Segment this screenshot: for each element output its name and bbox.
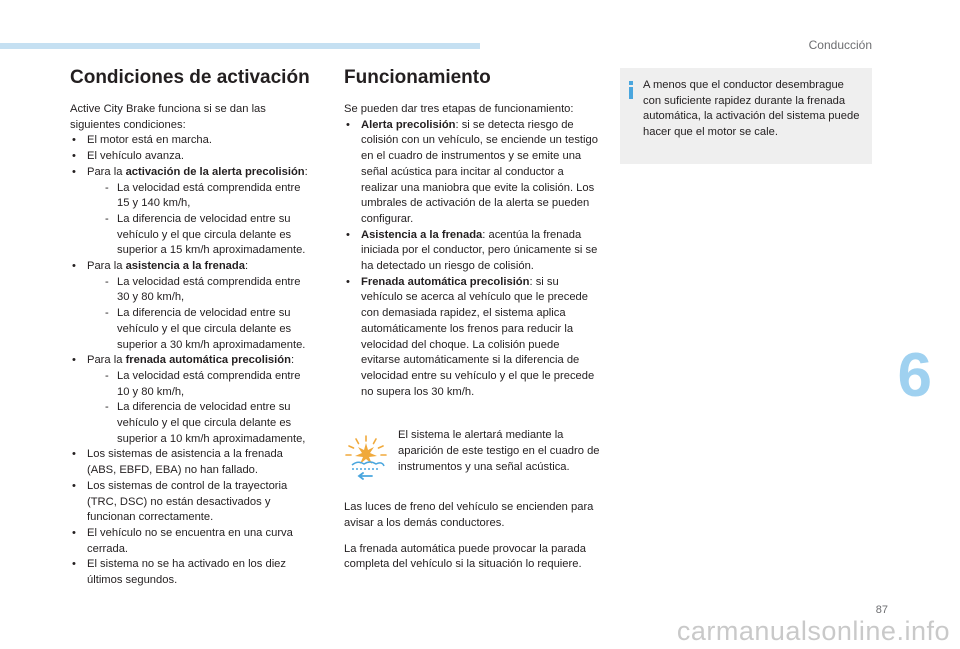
chapter-name: Conducción — [808, 38, 872, 52]
conditions-section — [70, 66, 310, 589]
list-item — [344, 228, 600, 275]
list-item — [70, 133, 310, 149]
item-text: : si su vehículo se acerca al vehículo que le precede con demasiada rapidez, el sistema aplica automáticamente los frenos para reducir la velocidad del choque. La colisión puede evitarse automáticamente si la diferencia de velocidad entre su vehículo y el que le precede no supera los 30 km/h. — [361, 275, 595, 398]
info-box — [620, 68, 872, 164]
warning-light-note — [344, 428, 600, 480]
list-item — [70, 259, 310, 353]
item-text: El sistema no se ha activado en los diez últimos segundos. — [87, 558, 286, 587]
item-suffix: : — [290, 354, 295, 367]
sub-item: - La diferencia de velocidad entre su vehículo y el que circula delante es superior a 30 km/h aproximadamente. — [87, 306, 310, 353]
item-suffix: : — [244, 260, 249, 273]
item-text: El vehículo avanza. — [87, 150, 185, 163]
item-bold: Frenada automática precolisión — [361, 275, 530, 288]
header-accent-bar — [0, 43, 480, 49]
item-bold: activación de la alerta precolisión — [125, 165, 305, 178]
full-stop-paragraph: La frenada automática puede provocar la parada completa del vehículo si la situación lo requiere. — [344, 542, 586, 571]
item-prefix: Para la — [87, 260, 126, 273]
item-text: Los sistemas de asistencia a la frenada (ABS, EBFD, EBA) no han fallado. — [87, 448, 283, 477]
operation-list — [344, 118, 600, 401]
item-bold: Asistencia a la frenada — [361, 228, 483, 241]
conditions-intro: Active City Brake funciona si se dan las siguientes condiciones: — [70, 103, 266, 131]
conditions-title: Condiciones de activación — [70, 67, 310, 88]
list-item — [70, 479, 310, 526]
item-bold: asistencia a la frenada — [125, 260, 245, 273]
item-bold: frenada automática precolisión — [125, 354, 291, 367]
list-item — [70, 353, 310, 447]
item-suffix: : — [304, 165, 308, 178]
sub-item: - La velocidad está comprendida entre 30 y 80 km/h, — [87, 275, 310, 306]
page-number: 87 — [875, 604, 888, 616]
list-item — [344, 118, 600, 228]
item-prefix: Para la — [87, 354, 126, 367]
watermark: carmanualsonline.info — [676, 616, 950, 646]
conditions-list — [70, 133, 310, 588]
brake-lights-paragraph: Las luces de freno del vehículo se encienden para avisar a los demás conductores. — [344, 501, 594, 530]
item-prefix: Para la — [87, 165, 126, 178]
list-item — [70, 149, 310, 165]
item-text: El motor está en marcha. — [87, 134, 212, 147]
list-item — [344, 275, 600, 401]
sub-item: - La velocidad está comprendida entre 10 y 80 km/h, — [87, 369, 310, 400]
item-text: El vehículo no se encuentra en una curva cerrada. — [87, 526, 293, 555]
list-item — [70, 165, 310, 259]
list-item — [70, 557, 310, 588]
info-icon — [629, 81, 633, 99]
info-text: A menos que el conductor desembrague con suficiente rapidez durante la frenada automática, la activación del sistema puede hacer que el motor se cale. — [643, 79, 860, 139]
collision-warning-icon — [344, 434, 388, 480]
sub-item: - La velocidad está comprendida entre 15 y 140 km/h, — [87, 181, 310, 212]
item-bold: Alerta precolisión — [361, 118, 456, 131]
item-text: : si se detecta riesgo de colisión con un vehículo, se enciende un testigo en el cuadro de instrumentos y se emite una señal acústica para incitar al conductor a realizar una maniobra que evite la colisión. Los umbrales de activación de la alerta se pueden configurar. — [361, 118, 598, 225]
sub-item: - La diferencia de velocidad entre su vehículo y el que circula delante es superior a 10 km/h aproximadamente, — [87, 400, 310, 447]
warning-text: El sistema le alertará mediante la aparición de este testigo en el cuadro de instrumentos y una señal acústica. — [398, 429, 600, 473]
sub-item: - La diferencia de velocidad entre su vehículo y el que circula delante es superior a 15 km/h aproximadamente. — [87, 212, 310, 259]
list-item — [70, 447, 310, 478]
chapter-number: 6 — [897, 341, 932, 410]
item-text: Los sistemas de control de la trayectoria (TRC, DSC) no están desactivados y funcionan correctamente. — [87, 479, 288, 524]
operation-title: Funcionamiento — [344, 67, 491, 88]
item-text: : acentúa la frenada iniciada por el conductor, pero únicamente si se ha detectado un riesgo de colisión. — [361, 228, 598, 273]
list-item — [70, 526, 310, 557]
operation-section — [344, 66, 600, 573]
operation-intro: Se pueden dar tres etapas de funcionamiento: — [344, 103, 574, 115]
